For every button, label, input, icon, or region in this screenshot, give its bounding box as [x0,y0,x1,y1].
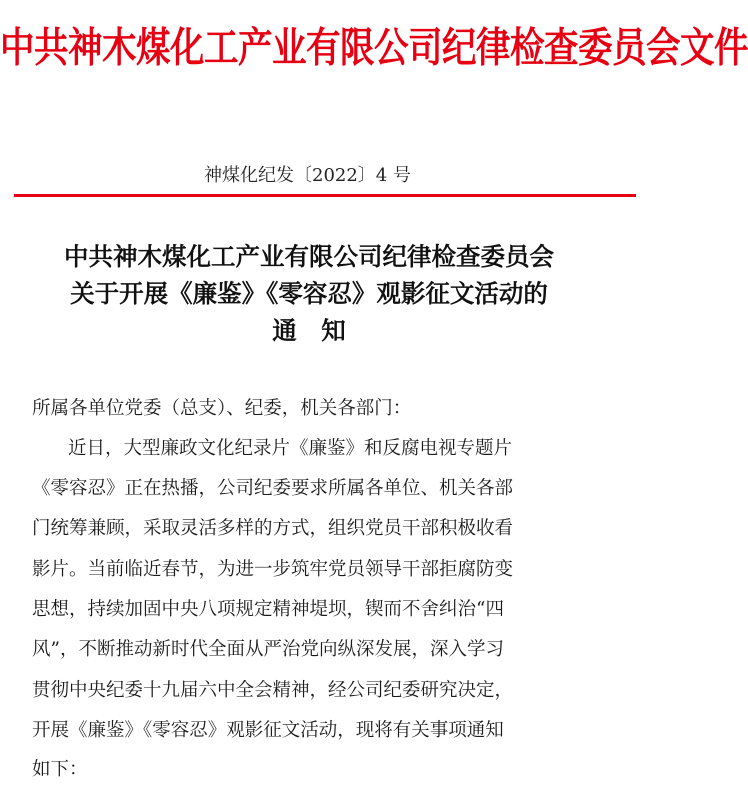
body-paragraph-line: 如下： [32,759,88,780]
body-paragraph-line: 门统筹兼顾，采取灵活多样的方式，组织党员干部积极收看 [32,518,514,539]
body-paragraph-line: 风”，不断推动新时代全面从严治党向纵深发展，深入学习 [32,639,504,660]
body-paragraph-line: 近日，大型廉政文化纪录片《廉鉴》和反腐电视专题片 [68,438,513,459]
notice-title-line-3: 通 知 [272,316,346,345]
body-paragraph-line: 贯彻中央纪委十九届六中全会精神，经公司纪委研究决定， [32,680,514,701]
red-divider-line [14,194,636,197]
document-number: 神煤化纪发〔2022〕4 号 [204,165,411,186]
body-paragraph-line: 开展《廉鉴》《零容忍》观影征文活动，现将有关事项通知 [32,720,504,741]
body-paragraph-line: 《零容忍》正在热播，公司纪委要求所属各单位、机关各部 [32,478,514,499]
notice-title-line-1: 中共神木煤化工产业有限公司纪律检查委员会 [64,242,554,271]
body-paragraph-line: 思想，持续加固中央八项规定精神堤坝，锲而不舍纠治“四 [32,599,504,620]
document-issuer-header: 中共神木煤化工产业有限公司纪律检查委员会文件 [0,25,748,73]
addressee-line: 所属各单位党委（总支）、纪委，机关各部门： [32,398,412,419]
notice-title-line-2: 关于开展《廉鉴》《零容忍》观影征文活动的 [70,279,548,308]
notice-title [0,238,618,349]
body-paragraph-line: 影片。当前临近春节，为进一步筑牢党员领导干部拒腐防变 [32,559,514,580]
